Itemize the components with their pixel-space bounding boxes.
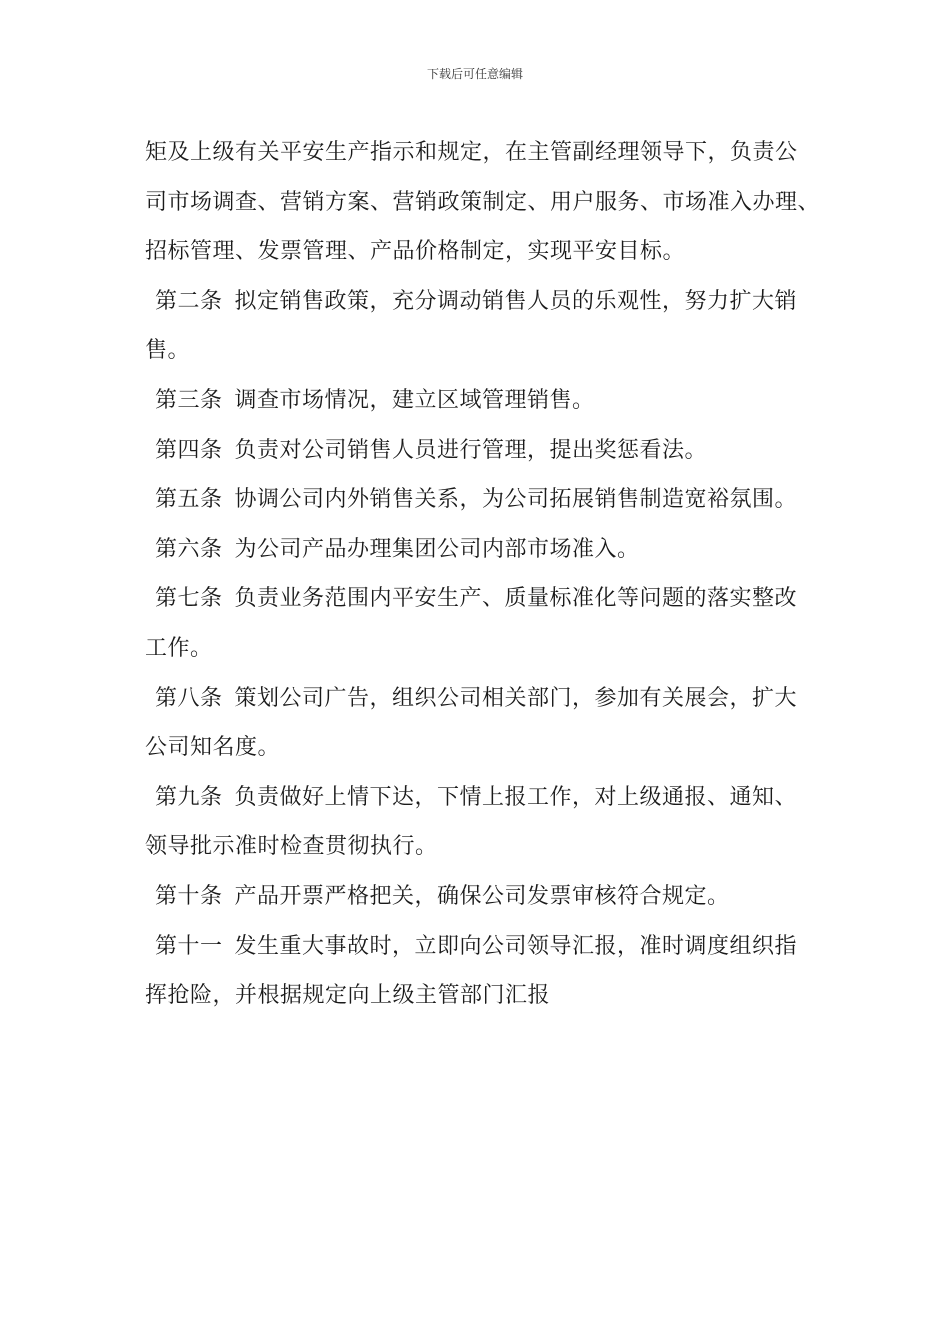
article-label: 第十条 (155, 883, 223, 909)
article-text: 发生重大事故时，立即向公司领导汇报，准时调度组织指 (234, 933, 798, 959)
paragraph-line: 矩及上级有关平安生产指示和规定，在主管副经理领导下，负责公 (145, 140, 798, 165)
article-9-line (145, 773, 825, 823)
article-2-line (145, 277, 825, 327)
article-label: 第九条 (155, 784, 223, 810)
paragraph-line: 司市场调查、营销方案、营销政策制定、用户服务、市场准入办理、 (145, 189, 821, 215)
article-8-line (145, 674, 825, 724)
document-body (145, 128, 825, 1021)
article-7-line (145, 574, 825, 624)
article-label: 第二条 (155, 288, 223, 314)
article-label: 第八条 (155, 685, 223, 711)
article-11-continuation: 挥抢险，并根据规定向上级主管部门汇报 (145, 983, 551, 1009)
article-label: 第五条 (155, 487, 223, 513)
paragraph-line: 招标管理、发票管理、产品价格制定，实现平安目标。 (145, 239, 686, 265)
article-10-line (145, 872, 825, 922)
article-text: 协调公司内外销售关系，为公司拓展销售制造宽裕氛围。 (234, 487, 798, 513)
article-3-line (145, 376, 825, 426)
article-text: 调查市场情况，建立区域管理销售。 (234, 387, 595, 413)
article-label: 第三条 (155, 387, 223, 413)
article-text: 负责对公司销售人员进行管理，提出奖惩看法。 (234, 437, 708, 463)
article-text: 负责做好上情下达，下情上报工作，对上级通报、通知、 (234, 784, 798, 810)
article-label: 第十一 (155, 933, 223, 959)
article-label: 第七条 (155, 586, 223, 612)
article-label: 第六条 (155, 536, 223, 562)
article-9-continuation: 领导批示准时检查贯彻执行。 (145, 834, 438, 860)
article-11-line (145, 922, 825, 972)
article-text: 负责业务范围内平安生产、质量标准化等问题的落实整改 (234, 586, 798, 612)
article-8-continuation: 公司知名度。 (145, 735, 281, 761)
article-7-continuation: 工作。 (145, 635, 213, 661)
article-text: 拟定销售政策，充分调动销售人员的乐观性，努力扩大销 (234, 288, 798, 314)
article-6-line (145, 525, 825, 575)
article-text: 策划公司广告，组织公司相关部门，参加有关展会，扩大 (234, 685, 798, 711)
article-5-line (145, 475, 825, 525)
article-text: 产品开票严格把关，确保公司发票审核符合规定。 (234, 883, 730, 909)
page-header: 下载后可任意编辑 (426, 67, 523, 81)
article-text: 为公司产品办理集团公司内部市场准入。 (234, 536, 640, 562)
article-2-continuation: 售。 (145, 338, 191, 364)
article-label: 第四条 (155, 437, 223, 463)
article-4-line (145, 426, 825, 476)
